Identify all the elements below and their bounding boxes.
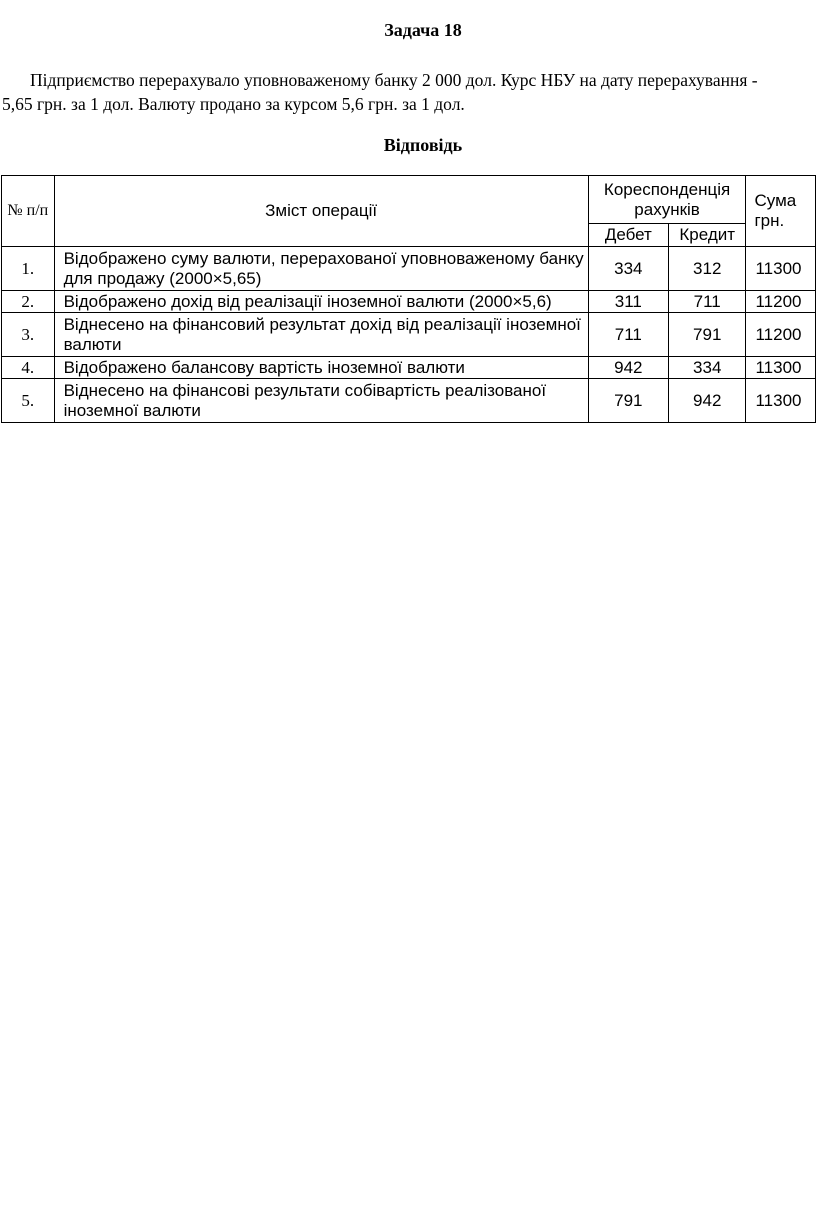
header-correspondence: Кореспонденція рахунків (588, 176, 746, 224)
header-debit: Дебет (588, 224, 668, 247)
header-number: № п/п (2, 176, 55, 247)
table-row (2, 291, 816, 313)
row-content: Відображено балансову вартість іноземної валюти (54, 357, 588, 379)
row-debit: 334 (588, 247, 668, 291)
row-number: 5. (2, 379, 55, 423)
task-description-line-1: Підприємство перерахувало уповноваженому банку 2 000 дол. Курс НБУ на дату перерахування - (30, 70, 758, 90)
row-credit: 942 (668, 379, 746, 423)
table-row (2, 247, 816, 291)
table-row (2, 357, 816, 379)
row-sum: 11200 (746, 291, 816, 313)
table-row (2, 313, 816, 357)
row-sum: 11200 (746, 313, 816, 357)
row-content: Відображено суму валюти, перерахованої уповноваженому банку для продажу (2000×5,65) (54, 247, 588, 291)
row-number: 4. (2, 357, 55, 379)
row-credit: 334 (668, 357, 746, 379)
row-sum: 11300 (746, 247, 816, 291)
task-description (2, 68, 816, 116)
row-credit: 312 (668, 247, 746, 291)
operations-table (1, 175, 816, 423)
row-content: Віднесено на фінансовий результат дохід від реалізації іноземної валюти (54, 313, 588, 357)
row-debit: 711 (588, 313, 668, 357)
table-row (2, 379, 816, 423)
answer-title: Відповідь (383, 135, 463, 155)
header-sum: Сума грн. (746, 176, 816, 247)
row-content: Віднесено на фінансові результати собівартість реалізованої іноземної валюти (54, 379, 588, 423)
row-debit: 791 (588, 379, 668, 423)
header-credit: Кредит (668, 224, 746, 247)
row-credit: 791 (668, 313, 746, 357)
row-number: 3. (2, 313, 55, 357)
row-debit: 942 (588, 357, 668, 379)
row-number: 1. (2, 247, 55, 291)
header-content: Зміст операції (54, 176, 588, 247)
row-content: Відображено дохід від реалізації іноземної валюти (2000×5,6) (54, 291, 588, 313)
row-debit: 311 (588, 291, 668, 313)
task-description-line-2: 5,65 грн. за 1 дол. Валюту продано за курсом 5,6 грн. за 1 дол. (2, 94, 465, 114)
row-sum: 11300 (746, 357, 816, 379)
row-sum: 11300 (746, 379, 816, 423)
row-credit: 711 (668, 291, 746, 313)
task-title: Задача 18 (384, 20, 462, 40)
row-number: 2. (2, 291, 55, 313)
